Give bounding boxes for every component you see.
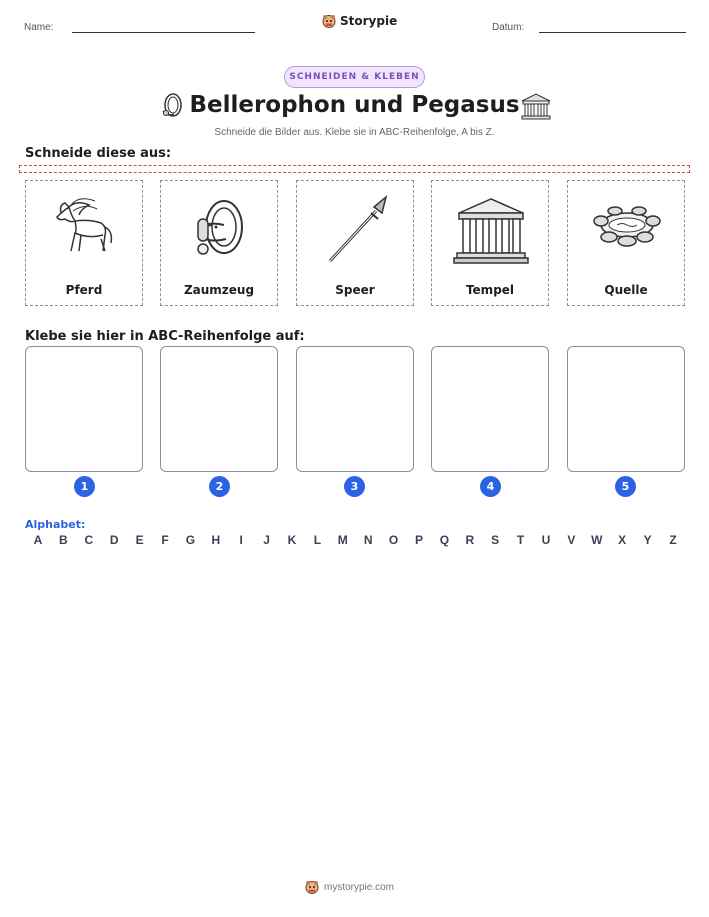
alphabet-letter: H (211, 533, 221, 547)
page-title: Bellerophon und Pegasus (189, 92, 520, 118)
alphabet-letter: Q (439, 533, 450, 547)
cut-card-quelle[interactable] (567, 180, 685, 306)
storypie-mascot-icon (322, 14, 336, 28)
cut-card-label: Quelle (604, 283, 648, 297)
name-line[interactable] (72, 32, 255, 33)
footer (305, 880, 394, 894)
alphabet-letter: S (491, 533, 500, 547)
alphabet-letter: A (33, 533, 43, 547)
name-label: Name: (24, 22, 54, 33)
alphabet-letter: W (591, 533, 603, 547)
alphabet-letter: F (161, 533, 169, 547)
number-badge-1: 1 (74, 476, 95, 497)
cut-card-zaumzeug[interactable] (160, 180, 278, 306)
cut-card-label: Speer (335, 283, 375, 297)
alphabet-letter: E (135, 533, 144, 547)
instructions: Schneide die Bilder aus. Klebe sie in ABC-Reihenfolge, A bis Z. (214, 127, 495, 138)
alphabet-letter: U (541, 533, 551, 547)
temple-icon (520, 93, 552, 121)
spear-icon (316, 191, 396, 271)
bridle-icon (180, 191, 260, 271)
date-line[interactable] (539, 32, 686, 33)
alphabet-letter: C (84, 533, 94, 547)
alphabet-letter: Z (669, 533, 677, 547)
cut-line (19, 165, 690, 173)
date-label: Datum: (492, 22, 525, 33)
paste-box-4[interactable] (431, 346, 549, 472)
alphabet-letter: O (388, 533, 399, 547)
number-badge-3: 3 (344, 476, 365, 497)
alphabet-letter: L (313, 533, 322, 547)
alphabet-letter: D (109, 533, 119, 547)
paste-box-1[interactable] (25, 346, 143, 472)
cut-card-label: Tempel (465, 283, 515, 297)
spring-icon (587, 191, 667, 271)
cut-card-label: Zaumzeug (183, 283, 255, 297)
number-badge-4: 4 (480, 476, 501, 497)
alphabet-label: Alphabet: (25, 518, 86, 531)
temple-icon (451, 191, 531, 271)
footer-url[interactable]: mystorypie.com (324, 881, 395, 893)
cut-card-label: Pferd (65, 283, 103, 297)
alphabet-letter: V (567, 533, 576, 547)
alphabet-letter: I (239, 533, 243, 547)
alphabet-letter: M (337, 533, 348, 547)
alphabet-letter: N (363, 533, 373, 547)
alphabet-row (0, 533, 709, 553)
paste-box-5[interactable] (567, 346, 685, 472)
cut-card-tempel[interactable] (431, 180, 549, 306)
paste-box-3[interactable] (296, 346, 414, 472)
alphabet-letter: P (414, 533, 423, 547)
alphabet-letter: R (465, 533, 475, 547)
brand-logo (322, 14, 397, 28)
cut-card-pferd[interactable] (25, 180, 143, 306)
alphabet-letter: G (185, 533, 196, 547)
brand-name: Storypie (340, 14, 398, 28)
alphabet-letter: K (287, 533, 297, 547)
cut-section-label: Schneide diese aus: (25, 146, 172, 161)
page-header (0, 14, 709, 44)
pegasus-icon (45, 191, 125, 271)
number-badge-5: 5 (615, 476, 636, 497)
cut-card-speer[interactable] (296, 180, 414, 306)
paste-section-label: Klebe sie hier in ABC-Reihenfolge auf: (25, 329, 305, 344)
alphabet-letter: B (59, 533, 68, 547)
storypie-mascot-icon (305, 880, 319, 894)
alphabet-letter: T (516, 533, 525, 547)
paste-box-2[interactable] (160, 346, 278, 472)
number-badge-2: 2 (209, 476, 230, 497)
alphabet-letter: J (263, 533, 270, 547)
alphabet-letter: Y (643, 533, 652, 547)
alphabet-letter: X (618, 533, 627, 547)
activity-badge: SCHNEIDEN & KLEBEN (284, 66, 425, 88)
